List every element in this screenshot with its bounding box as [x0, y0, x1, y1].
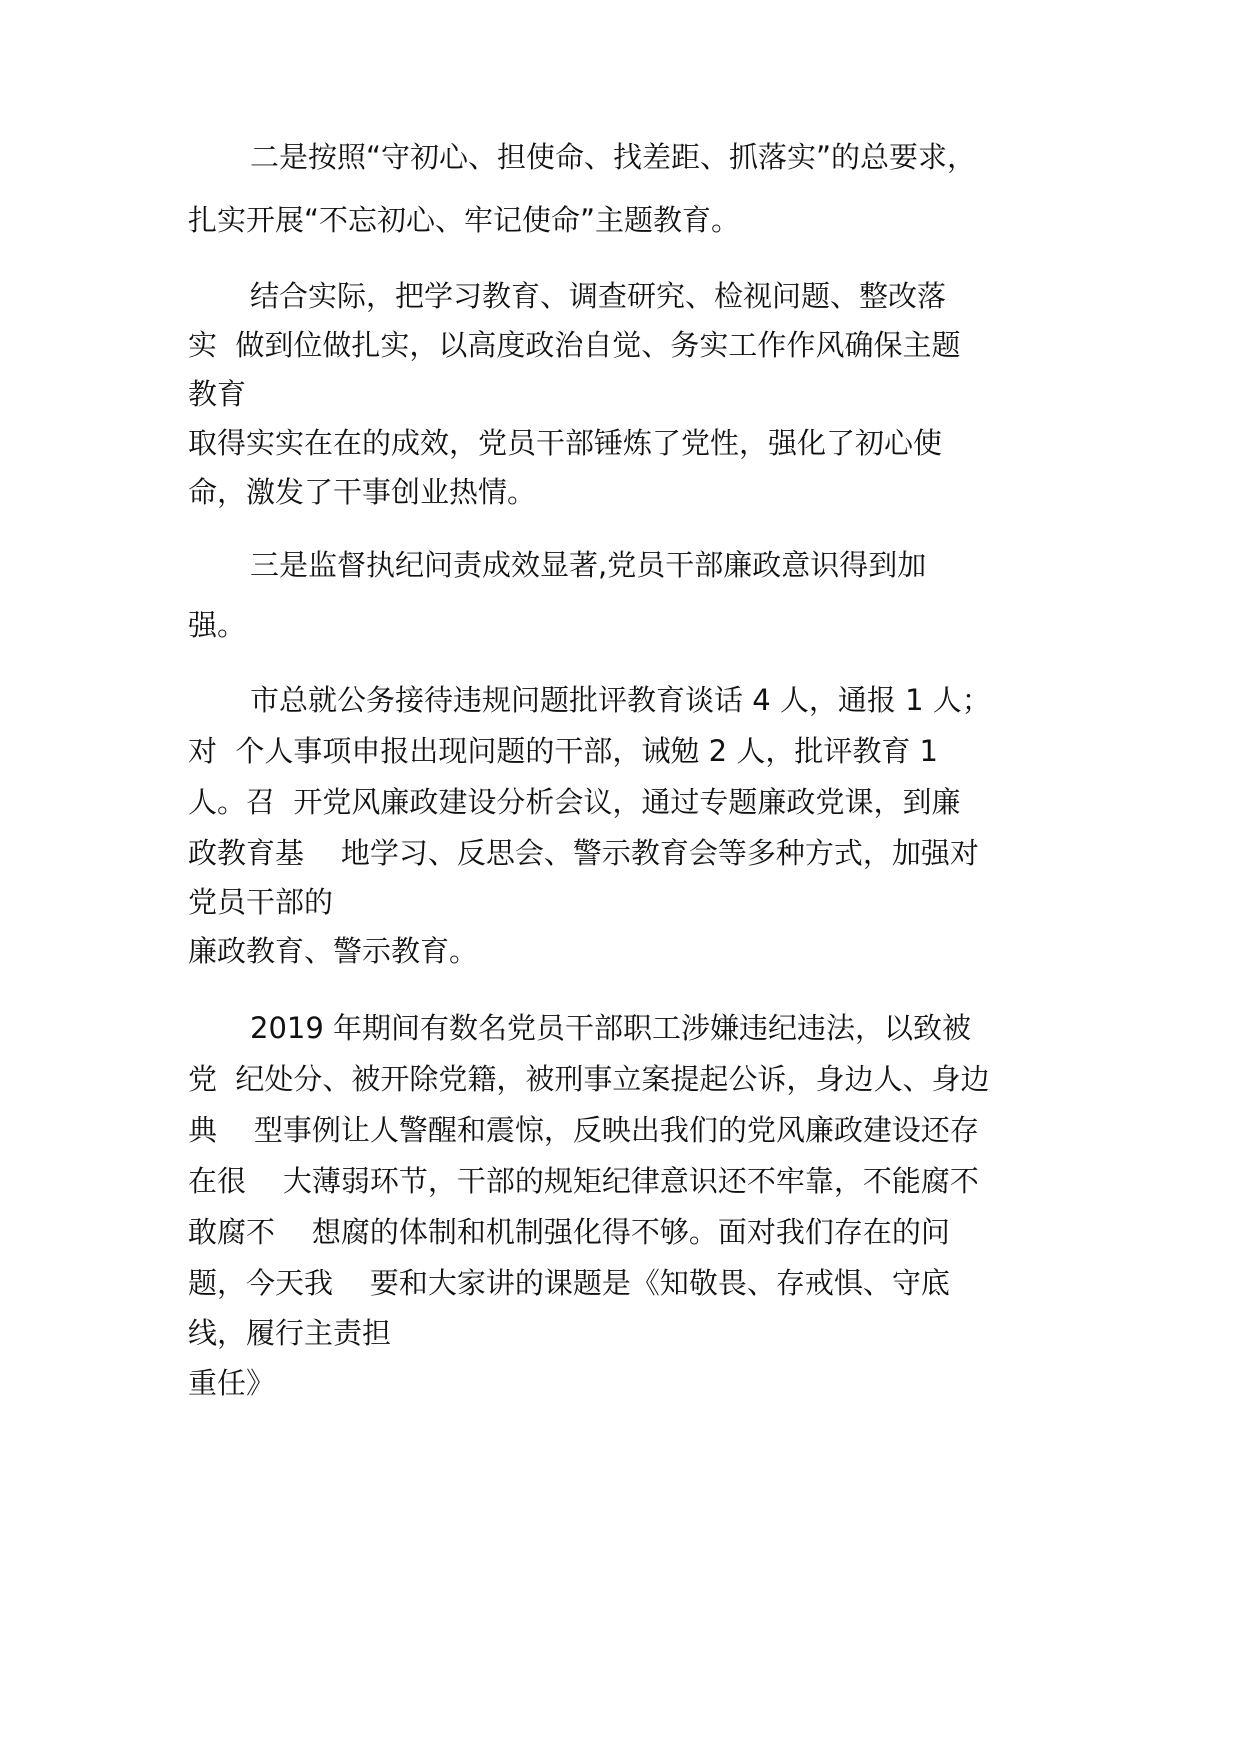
paragraph-5-line-4: 在很 大薄弱环节，干部的规矩纪律意识还不牢靠，不能腐不 [188, 1164, 979, 1198]
paragraph-5-line-2: 党 纪处分、被开除党籍，被刑事立案提起公诉，身边人、身边 [188, 1062, 990, 1096]
paragraph-5-line-7: 线，履行主责担 [188, 1316, 392, 1350]
paragraph-2-line-1: 结合实际，把学习教育、调查研究、检视问题、整改落 [250, 279, 947, 313]
paragraph-3-line-2: 强。 [188, 608, 247, 642]
paragraph-1-line-2: 扎实开展“不忘初心、牢记使命”主题教育。 [188, 203, 741, 237]
paragraph-2-line-5: 命，激发了干事创业热情。 [188, 475, 537, 509]
paragraph-2-line-2: 实 做到位做扎实，以高度政治自觉、务实工作作风确保主题 [188, 328, 961, 362]
paragraph-5-line-3: 典 型事例让人警醒和震惊，反映出我们的党风廉政建设还存 [188, 1113, 979, 1147]
paragraph-2-line-4: 取得实实在在的成效，党员干部锤炼了党性，强化了初心使 [188, 426, 943, 460]
paragraph-1-line-1: 二是按照“守初心、担使命、找差距、抓落实”的总要求， [250, 140, 977, 174]
paragraph-4-line-1: 市总就公务接待违规问题批评教育谈话 4 人，通报 1 人； [250, 683, 991, 717]
paragraph-4-line-2: 对 个人事项申报出现问题的干部，诫勉 2 人，批评教育 1 [188, 734, 938, 768]
paragraph-4-line-6: 廉政教育、警示教育。 [188, 934, 479, 968]
paragraph-5-line-5: 敢腐不 想腐的体制和机制强化得不够。面对我们存在的问 [188, 1215, 950, 1249]
paragraph-5-line-8: 重任》 [188, 1366, 276, 1400]
paragraph-3-line-1: 三是监督执纪问责成效显著,党员干部廉政意识得到加 [250, 548, 927, 582]
paragraph-4-line-4: 政教育基 地学习、反思会、警示教育会等多种方式，加强对 [188, 836, 979, 870]
paragraph-4-line-3: 人。召 开党风廉政建设分析会议，通过专题廉政党课，到廉 [188, 785, 961, 819]
paragraph-4-line-5: 党员干部的 [188, 885, 334, 919]
paragraph-2-line-3: 教育 [188, 377, 247, 411]
paragraph-5-line-6: 题，今天我 要和大家讲的课题是《知敬畏、存戒惧、守底 [188, 1266, 950, 1300]
paragraph-5-line-1: 2019 年期间有数名党员干部职工涉嫌违纪违法，以致被 [250, 1011, 972, 1045]
